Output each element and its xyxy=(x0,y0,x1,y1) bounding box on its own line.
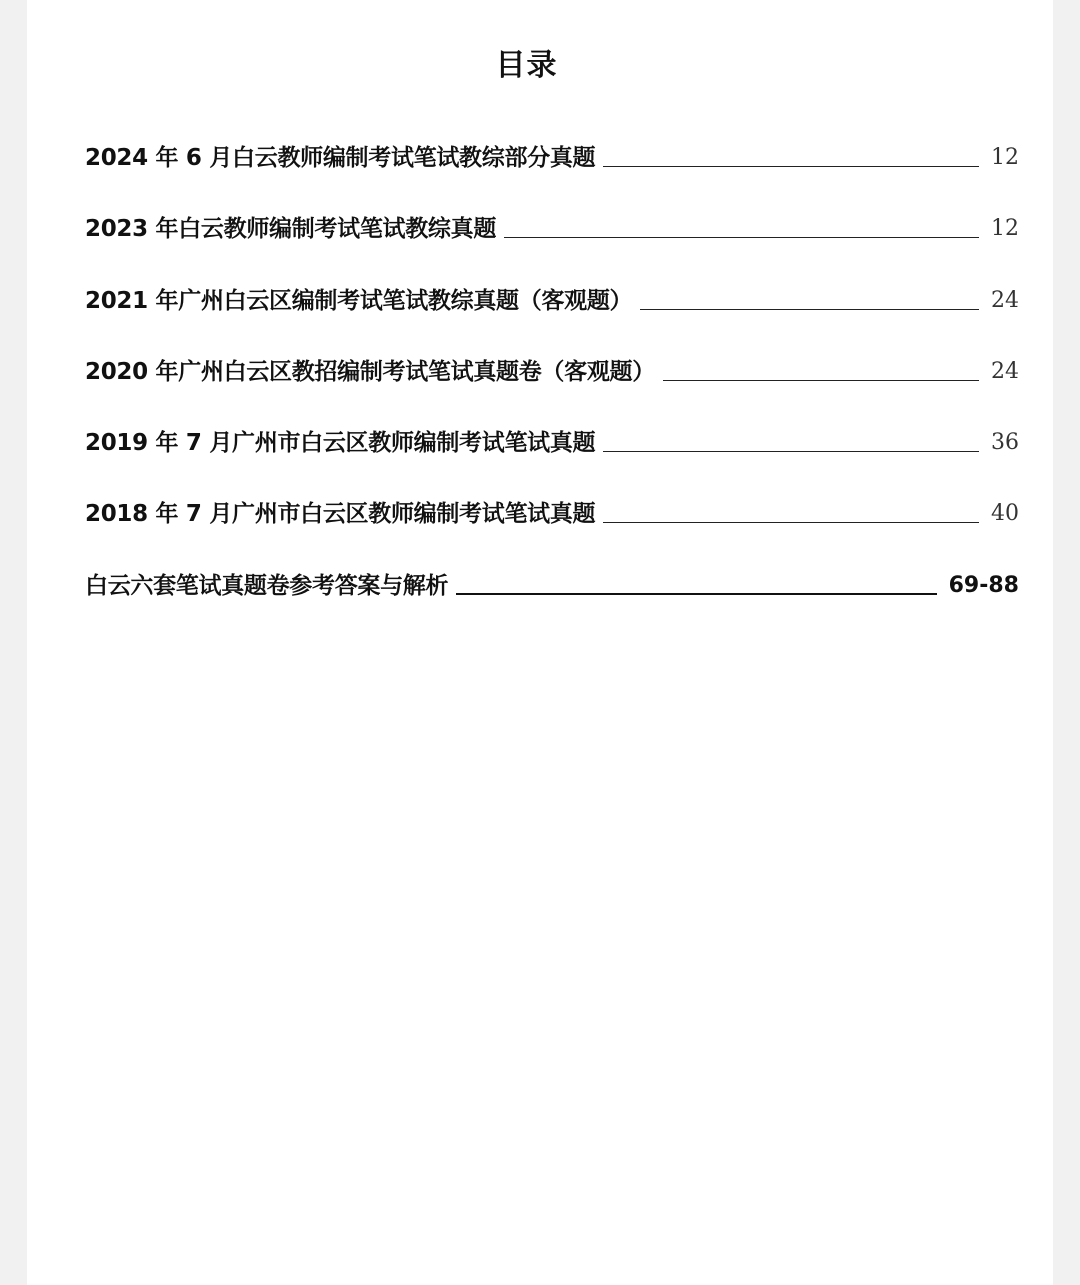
toc-page-number: 24 xyxy=(991,359,1019,384)
toc-entry-title: 2018 年 7 月广州市白云区教师编制考试笔试真题 xyxy=(85,501,596,527)
toc-page-number: 36 xyxy=(991,430,1019,455)
toc-entry-title: 2019 年 7 月广州市白云区教师编制考试笔试真题 xyxy=(85,430,596,456)
page-title: 目录 xyxy=(495,48,558,83)
toc-entry-title: 2020 年广州白云区教招编制考试笔试真题卷（客观题） xyxy=(85,359,655,385)
toc-leader-line xyxy=(640,309,979,310)
toc-entry[interactable] xyxy=(85,208,1019,244)
toc-entry[interactable] xyxy=(85,493,1019,529)
toc-entry-title: 白云六套笔试真题卷参考答案与解析 xyxy=(85,573,449,599)
toc-leader-line xyxy=(603,522,979,523)
toc-leader-line xyxy=(456,593,936,595)
toc-page-number: 12 xyxy=(991,145,1019,170)
document-page xyxy=(27,0,1053,1285)
toc-leader-line xyxy=(603,166,979,167)
toc-entry-title: 2024 年 6 月白云教师编制考试笔试教综部分真题 xyxy=(85,145,596,171)
toc-entry[interactable] xyxy=(85,280,1019,316)
toc-page-number: 12 xyxy=(991,216,1019,241)
toc-entry[interactable] xyxy=(85,137,1019,173)
toc-entry[interactable] xyxy=(85,351,1019,387)
toc-page-number: 40 xyxy=(991,501,1019,526)
toc-leader-line xyxy=(603,451,979,452)
toc-entry[interactable] xyxy=(85,565,1019,601)
toc-entry[interactable] xyxy=(85,422,1019,458)
toc-page-number: 24 xyxy=(991,288,1019,313)
toc-leader-line xyxy=(504,237,979,238)
toc-entry-title: 2021 年广州白云区编制考试笔试教综真题（客观题） xyxy=(85,288,633,314)
toc-page-number: 69-88 xyxy=(948,573,1019,598)
toc-leader-line xyxy=(663,380,979,381)
toc-entry-title: 2023 年白云教师编制考试笔试教综真题 xyxy=(85,216,497,242)
